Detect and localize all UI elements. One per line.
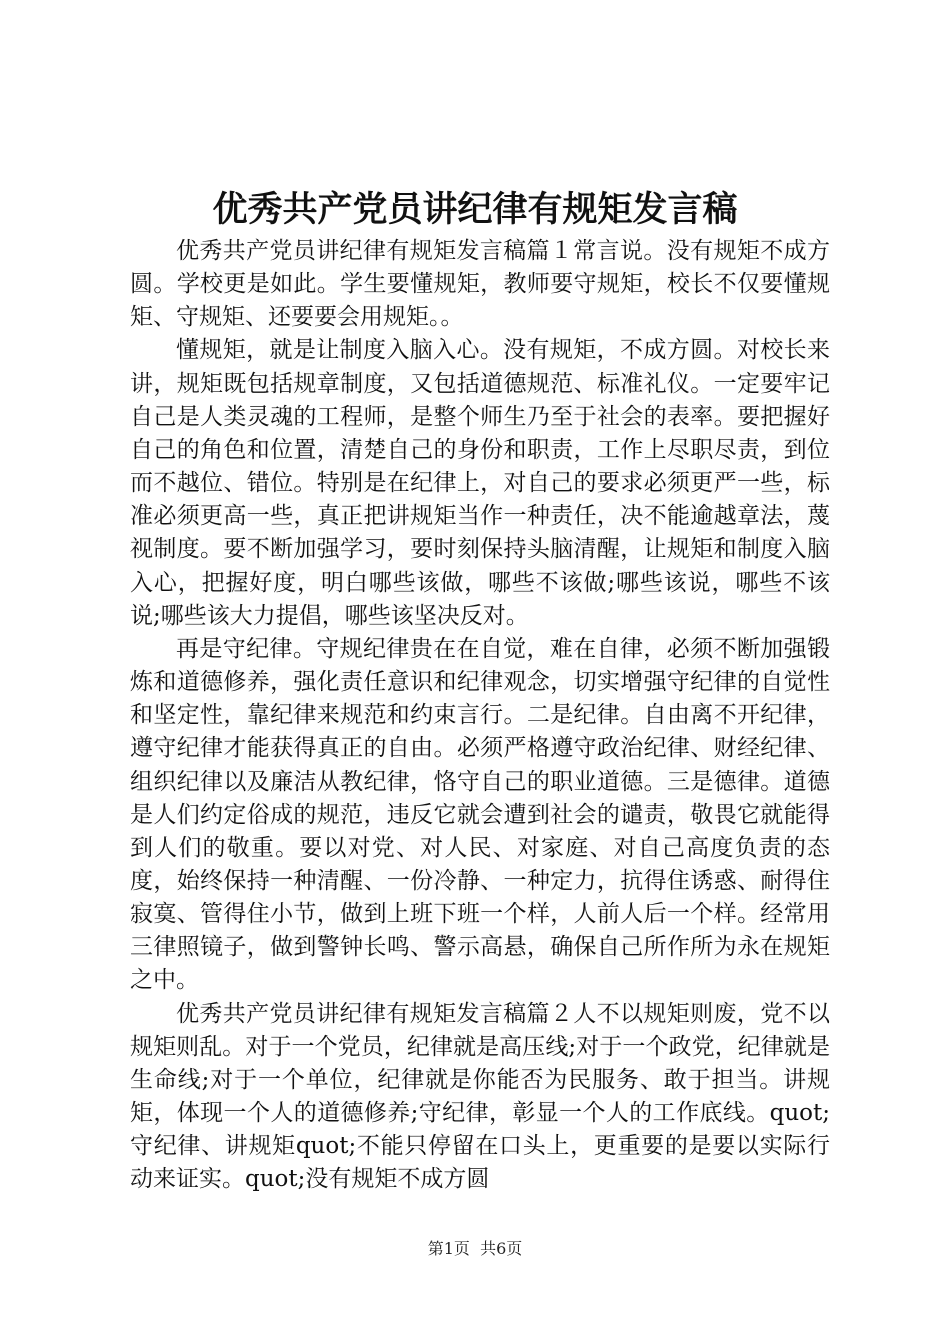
page-footer: 第1页 共6页	[427, 1239, 523, 1258]
document-body	[130, 235, 830, 1197]
paragraph: 再是守纪律。守规纪律贵在在自觉，难在自律，必须不断加强锻炼和道德修养，强化责任意识和纪律观念，切实增强守纪律的自觉性和坚定性，靠纪律来规范和约束言行。二是纪律。自由离不开纪律，遵守纪律才能获得真正的自由。必须严格遵守政治纪律、财经纪律、组织纪律以及廉洁从教纪律，恪守自己的职业道德。三是德律。道德是人们约定俗成的规范，违反它就会遭到社会的谴责，敬畏它就能得到人们的敬重。要以对党、对人民、对家庭、对自己高度负责的态度，始终保持一种清醒、一份冷静、一种定力，抗得住诱惑、耐得住寂寞、管得住小节，做到上班下班一个样，人前人后一个样。经常用三律照镜子，做到警钟长鸣、警示高悬，确保自己所作所为永在规矩之中。	[130, 635, 830, 994]
page-title: 优秀共产党员讲纪律有规矩发言稿	[212, 190, 738, 230]
paragraph: 优秀共产党员讲纪律有规矩发言稿篇２人不以规矩则废，党不以规矩则乱。对于一个党员，纪律就是高压线;对于一个政党，纪律就是生命线;对于一个单位，纪律就是你能否为民服务、敢于担当。讲规矩，体现一个人的道德修养;守纪律，彰显一个人的工作底线。quot;守纪律、讲规矩quot;不能只停留在口头上，更重要的是要以实际行动来证实。quot;没有规矩不成方圆	[130, 1000, 830, 1193]
paragraph: 懂规矩，就是让制度入脑入心。没有规矩，不成方圆。对校长来讲，规矩既包括规章制度，又包括道德规范、标准礼仪。一定要牢记自己是人类灵魂的工程师，是整个师生乃至于社会的表率。要把握好自己的角色和位置，清楚自己的身份和职责，工作上尽职尽责，到位而不越位、错位。特别是在纪律上，对自己的要求必须更严一些，标准必须更高一些，真正把讲规矩当作一种责任，决不能逾越章法，蔑视制度。要不断加强学习，要时刻保持头脑清醒，让规矩和制度入脑入心，把握好度，明白哪些该做，哪些不该做;哪些该说，哪些不该说;哪些该大力提倡，哪些该坚决反对。	[130, 337, 830, 629]
paragraph: 优秀共产党员讲纪律有规矩发言稿篇１常言说。没有规矩不成方圆。学校更是如此。学生要懂规矩，教师要守规矩，校长不仅要懂规矩、守规矩、还要要会用规矩。。	[130, 238, 830, 331]
